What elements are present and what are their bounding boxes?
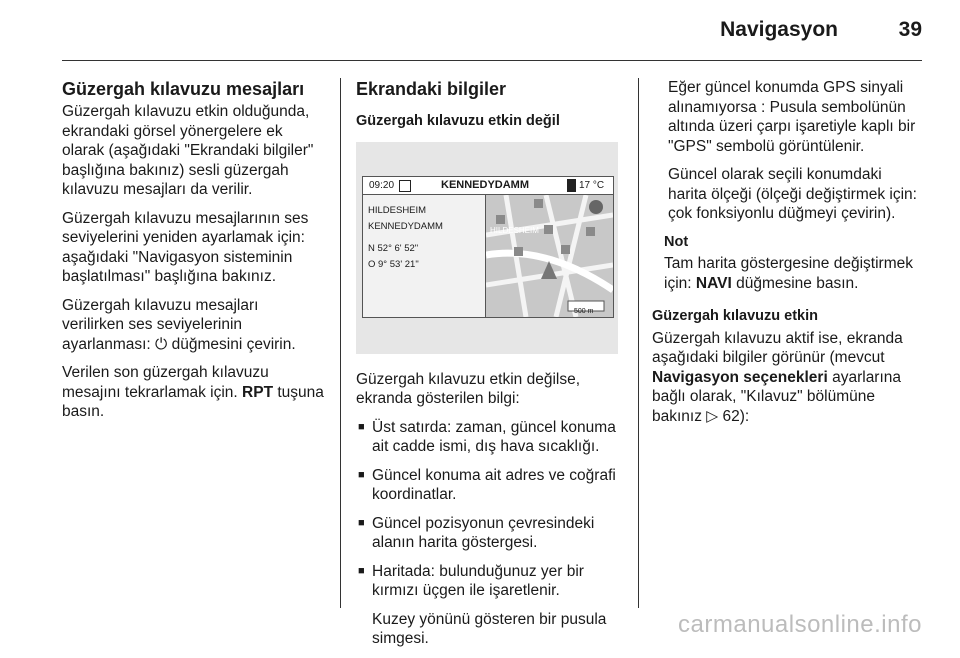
list-item: ■ Haritada: bulunduğunuz yer bir kırmızı üçgen ile işaretlenir. <box>356 562 622 601</box>
note-box <box>652 233 924 294</box>
column-divider <box>638 78 639 608</box>
map-city-label: HILDESHEIM <box>490 225 539 235</box>
navi-key: NAVI <box>695 274 732 292</box>
paragraph: Güzergah kılavuzu mesajlarının ses seviyelerini yeniden ayarlamak için: aşağıdaki "Navigasyon sisteminin başlatılması" başlığına bakınız. <box>62 209 309 285</box>
page-ref-icon: ▷ <box>706 407 719 425</box>
subheading-inactive: Güzergah kılavuzu etkin değil <box>356 113 560 129</box>
paragraph: Güzergah kılavuzu etkin değilse, ekranda gösterilen bilgi: <box>356 370 581 407</box>
screen-city: HILDESHEIM <box>368 204 427 216</box>
power-knob-icon: ⏻ <box>155 335 168 353</box>
page-number: 39 <box>898 18 922 41</box>
list-item: ■ Güncel konuma ait adres ve coğrafi koordinatlar. <box>356 466 622 505</box>
paragraph: Kuzey yönünü gösteren bir pusula simgesi. <box>372 610 607 647</box>
screen-street-2: KENNEDYDAMM <box>368 220 443 232</box>
header-title: Navigasyon <box>720 18 838 41</box>
column-3 <box>652 78 924 435</box>
map-scale-label: 500 m <box>574 307 594 315</box>
nav-screen <box>362 176 614 318</box>
paragraph: Eğer güncel konumda GPS sinyali alınamıyorsa : Pusula sembolünün altında üzeri çarpı işaretiyle kaplı bir "GPS" sembolü görüntülenir. <box>668 79 916 155</box>
screen-temp: 17 °C <box>579 179 605 191</box>
paragraph: Verilen son güzergah kılavuzu mesajını tekrarlamak için. RPT tuşuna basın. <box>62 364 324 420</box>
column-2 <box>356 78 622 658</box>
bullet-list <box>356 418 622 601</box>
screen-latitude: N 52° 6' 52" <box>368 242 419 254</box>
screen-time: 09:20 <box>369 179 395 191</box>
note-title: Not <box>664 233 689 250</box>
subheading-active: Güzergah kılavuzu etkin <box>652 308 818 324</box>
phone-icon <box>399 180 411 192</box>
nav-options-label: Navigasyon seçenekleri <box>652 368 828 386</box>
section-heading-display: Ekrandaki bilgiler <box>356 79 507 99</box>
list-item: ■ Üst satırda: zaman, güncel konuma ait cadde ismi, dış hava sıcaklığı. <box>356 418 622 457</box>
thermometer-icon <box>567 179 576 192</box>
screen-street: KENNEDYDAMM <box>441 178 529 191</box>
note-text: Tam harita göstergesine değiştirmek için: NAVI düğmesine basın. <box>664 255 913 292</box>
paragraph: Güzergah kılavuzu mesajları verilirken ses seviyelerinin ayarlanması: ⏻ düğmesini çevirin. <box>62 296 296 353</box>
paragraph: Güncel olarak seçili konumdaki harita ölçeği (ölçeği değiştirmek için: çok fonksiyonlu düğmeyi çevirin). <box>668 166 917 222</box>
list-item: ■ Güncel pozisyonun çevresindeki alanın harita göstergesi. <box>356 514 622 553</box>
address-panel <box>363 195 486 317</box>
screen-top-bar <box>363 177 613 195</box>
column-divider <box>340 78 341 608</box>
map-graphic <box>486 195 613 317</box>
paragraph: Güzergah kılavuzu aktif ise, ekranda aşağıdaki bilgiler görünür (mevcut Navigasyon seçenekleri ayarlarına bağlı olarak, "Kılavuz" bölümüne bakınız ▷ 62): <box>652 329 903 425</box>
section-heading-messages: Güzergah kılavuzu mesajları <box>62 79 305 99</box>
page-ref: 62): <box>722 407 750 425</box>
screen-longitude: O 9° 53' 21" <box>368 258 419 270</box>
rpt-key: RPT <box>242 383 274 401</box>
watermark: carmanualsonline.info <box>678 611 922 638</box>
column-1 <box>62 78 324 431</box>
paragraph: Güzergah kılavuzu etkin olduğunda, ekrandaki görsel yönergelere ek olarak (aşağıdaki "Ekrandaki bilgiler" başlığına bakınız) sesli güzergah kılavuzu mesajları da verilir. <box>62 103 314 198</box>
map-view <box>486 195 613 317</box>
display-screenshot <box>356 142 618 354</box>
header-rule <box>62 60 922 61</box>
page-header <box>0 14 922 54</box>
